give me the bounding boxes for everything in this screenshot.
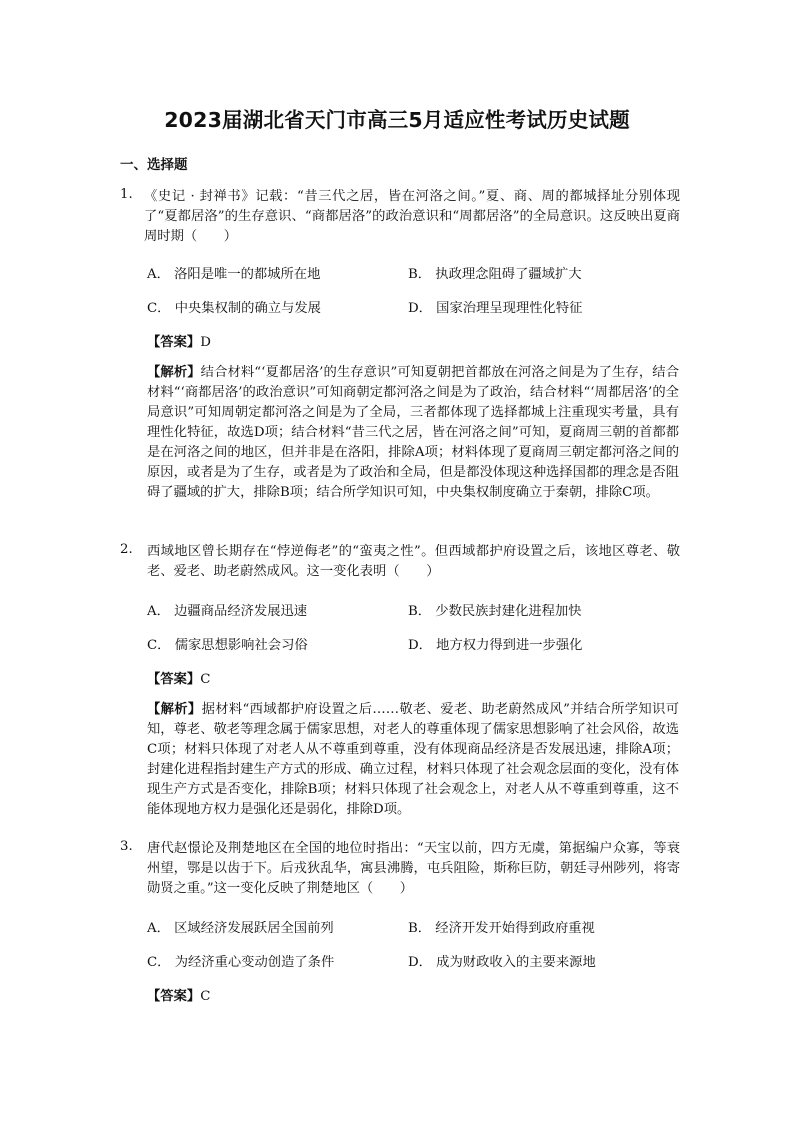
explanation-tag: 【解析】 (147, 702, 202, 717)
option-b: B． 执政理念阻碍了疆域扩大 (408, 267, 582, 282)
explanation-text: 据材料“西域都护府设置之后……敬老、爱老、助老蔚然成风”并结合所学知识可知，尊老、敬老等理念属于儒家思想，对老人的尊重体现了儒家思想影响了社会风俗，故选C项；材料只体现了对老人从不尊重到尊重，没有体现商品经济是否发展迅速，排除A项；封建化进程指封建生产方式的形成、确立过程，材料只体现了社会观念层面的变化，没有体现生产方式是否变化，排除B项；材料只体现了社会观念上，对老人从不尊重到尊重，这不能体现地方权力是强化还是弱化，排除D项。 (147, 702, 679, 817)
answer-tag: 【答案】 (147, 989, 201, 1004)
question-number: 1. (120, 187, 133, 202)
question-text: 《史记 · 封禅书》记载：“昔三代之居，皆在河洛之间。”夏、商、周的都城择址分别体现了“夏都居洛”的生存意识、“商都居洛”的政治意识和“周都居洛”的全局意识。这反映出夏商周时期（ ） (144, 189, 680, 244)
option-b: B． 少数民族封建化进程加快 (408, 604, 582, 619)
option-b: B． 经济开发开始得到政府重视 (408, 921, 595, 936)
question-text: 唐代赵憬论及荆楚地区在全国的地位时指出：“天宝以前，四方无虞，第据编户众寡，等衰州望，鄂是以齿于下。后戎狄乱华，寓县沸腾，屯兵阻险，斯称巨防，朝廷寻州陟列，将寄勋贤之重。”这一变化反映了荆楚地区（ ） (147, 841, 680, 896)
option-d: D． 国家治理呈现理性化特征 (408, 301, 583, 316)
option-a: A． 边疆商品经济发展迅速 (147, 604, 308, 619)
answer-value: C (200, 989, 211, 1004)
option-a: A． 洛阳是唯一的都城所在地 (147, 267, 321, 282)
document-title: 2023届湖北省天门市高三5月适应性考试历史试题 (164, 108, 630, 132)
question-number: 3. (120, 839, 133, 854)
answer (147, 668, 210, 687)
explanation (147, 700, 679, 820)
explanation (147, 363, 679, 503)
answer (147, 985, 210, 1004)
option-a: A． 区域经济发展跃居全国前列 (147, 921, 334, 936)
question-number: 2. (120, 542, 133, 557)
answer-tag: 【答案】 (147, 335, 201, 350)
explanation-text: 结合材料“‘夏都居洛’的生存意识”可知夏朝把首都放在河洛之间是为了生存，结合材料“‘商都居洛’的政治意识”可知商朝定都河洛之间是为了政治，结合材料“‘周都居洛’的全局意识”可知周朝定都河洛之间是为了全局，三者都体现了选择都城上注重现实考量，具有理性化特征，故选D项；结合材料“昔三代之居，皆在河洛之间”可知，夏商周三朝的首都都是在河洛之间的地区，但并非是在洛阳，排除A项；材料体现了夏商周三朝定都河洛之间的原因，或者是为了生存，或者是为了政治和全局，但是都没体现这种选择国都的理念是否阻碍了疆域的扩大，排除B项；结合所学知识可知，中央集权制度确立于秦朝，排除C项。 (147, 365, 679, 500)
question-text: 西域地区曾长期存在“悖逆侮老”的“蛮夷之性”。但西域都护府设置之后，该地区尊老、敬老、爱老、助老蔚然成风。这一变化表明（ ） (147, 544, 680, 579)
answer-value: C (200, 672, 211, 687)
option-c: C． 中央集权制的确立与发展 (147, 301, 321, 316)
option-c: C． 为经济重心变动创造了条件 (147, 955, 335, 970)
explanation-tag: 【解析】 (147, 365, 201, 380)
section-heading: 一、选择题 (120, 157, 188, 173)
answer-value: D (200, 335, 211, 350)
option-d: D． 成为财政收入的主要来源地 (408, 955, 596, 970)
answer-tag: 【答案】 (147, 672, 201, 687)
option-d: D． 地方权力得到进一步强化 (408, 638, 583, 653)
option-c: C． 儒家思想影响社会习俗 (147, 638, 308, 653)
answer (147, 331, 211, 350)
